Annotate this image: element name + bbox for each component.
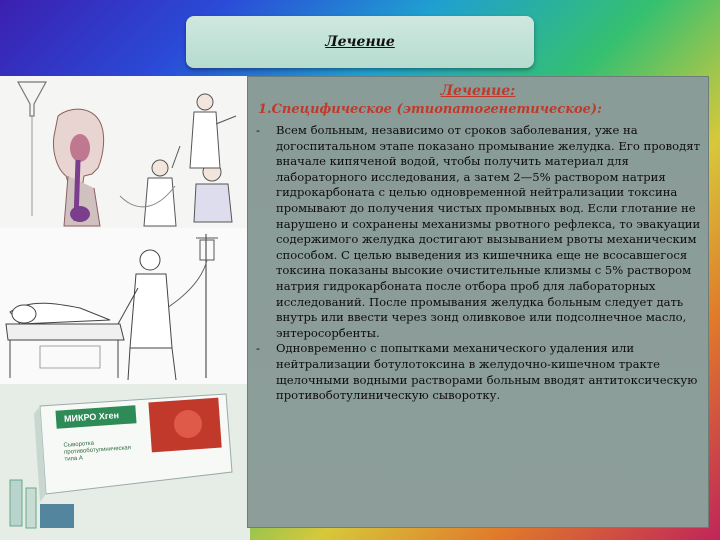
content-panel: [247, 76, 709, 528]
slide-title-box: [186, 16, 534, 68]
serum-box-photo: [0, 384, 250, 540]
bullet-marker: -: [256, 341, 260, 356]
enema-illustration: [0, 228, 250, 384]
list-item: [254, 341, 704, 403]
illustrations-panel: [0, 76, 250, 540]
treatment-list: [254, 123, 704, 404]
list-item: [254, 123, 704, 341]
serum-box-brand: МИКРО Хген: [63, 410, 120, 424]
bullet-marker: -: [256, 123, 260, 137]
section-heading: Лечение:: [440, 83, 516, 99]
gastric-lavage-illustration: [0, 76, 250, 228]
serum-box-text: Сыворотка противоботулиническая типа А: [63, 440, 132, 463]
list-item-text: Всем больным, независимо от сроков заболевания, уже на догоспитальном этапе показано промывание желудка. Его проводят вначале кипяченой водой, чтобы получить материал для лабораторного исследования, а затем 2—5% раствором натрия гидрокарбоната с целью одновременной нейтрализации токсина промывают до получения чистых промывных вод. Если глотание не нарушено и сохранены механизмы рвотного рефлекса, то эвакуации содержимого желудка достигают вызыванием рвоты механическим способом. С целью выведения из кишечника еще не всосавшегося токсина показаны высокие очистительные клизмы с 5% раствором натрия гидрокарбоната после отбора проб для лабораторных исследований. После промывания желудка больным следует дать внутрь или ввести через зонд оливковое или подсолнечное масло, энтеросорбенты.: [276, 123, 701, 340]
list-item-text: Одновременно с попытками механического удаления или нейтрализации ботулотоксина в желудочно-кишечном тракте щелочными водными растворами больным вводят антитоксическую противоботулиническую сыворотку.: [276, 341, 698, 403]
section-subheading: 1.Специфическое (этиопатогенетическое):: [258, 102, 602, 117]
slide-title: Лечение: [325, 34, 395, 50]
